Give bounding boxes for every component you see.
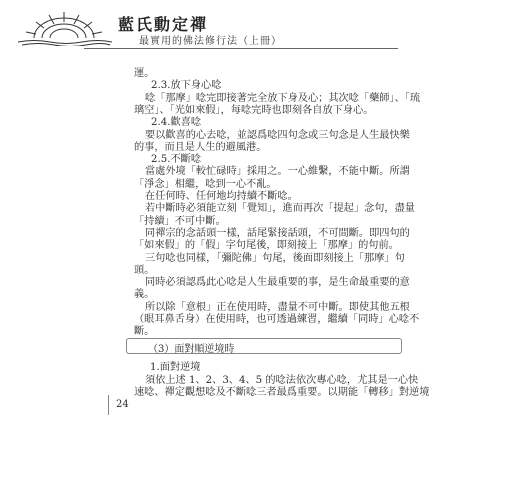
body-text-line: 的事，而且是人生的避風港。	[134, 141, 267, 153]
body-text-line: 義。	[134, 289, 155, 301]
header-divider	[84, 48, 398, 49]
body-text-line: 「淨念」相繼，唸到一心不亂。	[134, 178, 277, 190]
body-text-line: 璃空」、「光如來假」，每唸完時也即刻各自放下身心。	[134, 104, 374, 116]
body-text-line: 運。	[134, 68, 155, 79]
subsection-heading: 2.4.歡喜唸	[151, 117, 202, 129]
body-text-line: 要以歡喜的心去唸，並認爲唸四句念或三句念是人生最快樂	[145, 129, 410, 141]
body-text-line: 在任何時、任何地均持續不斷唸。	[145, 191, 298, 202]
footer-divider	[108, 395, 109, 415]
body-text-line: 頭。	[134, 264, 155, 276]
body-text-line: 三句唸也同樣，「彌陀佛」句尾，後面即刻接上「那摩」句	[145, 252, 405, 264]
body-text-line: 若中斷時必須能立刻「覺知」，進而再次「提起」念句，盡量	[145, 203, 415, 215]
section-heading: （3）面對順逆境時	[148, 344, 235, 356]
subsection-heading: 2.3.放下身心唸	[151, 80, 222, 92]
body-text-line: 同禪宗的念話頭一樣，話尾緊接話頭，不可間斷。即四句的	[145, 227, 410, 239]
body-text-line: 唸「那摩」唸完即接著完全放下身及心；其次唸「藥師」、「琉	[145, 92, 421, 104]
page-number: 24	[116, 398, 129, 410]
body-text-line: 「如來假」的「假」字句尾後，即刻接上「那摩」的句前。	[134, 240, 399, 252]
book-title: 藍氏動定禪	[118, 15, 209, 34]
subsection-heading: 1.面對逆境	[150, 362, 201, 374]
body-text-line: 所以除「意根」正在使用時，盡量不可中斷。即使其他五根	[145, 301, 410, 313]
section-heading-box	[126, 338, 402, 354]
body-text-line: 當處外境「較忙碌時」採用之。一心維繫，不能中斷。所謂	[145, 166, 410, 178]
body-text-line: 「持續」不可中斷。	[134, 215, 226, 227]
book-subtitle: 最實用的佛法修行法（上冊）	[139, 36, 282, 47]
body-text-line: 斷。	[134, 326, 155, 338]
page-header	[0, 0, 520, 60]
body-text-line: 同時必須認爲此心唸是人生最重要的事，是生命最重要的意	[145, 277, 410, 289]
rising-sun-logo-icon	[14, 8, 114, 46]
subsection-heading: 2.5.不斷唸	[151, 154, 202, 166]
body-text-line: 須依上述 1、2、3、4、5 的唸法依次專心唸，尤其是一心快	[145, 374, 419, 386]
body-text-line: （眼耳鼻舌身）在使用時，也可透過練習，繼續「同時」心唸不	[134, 314, 420, 325]
body-text-line: 速唸、禪定觀想唸及不斷唸三者最爲重要。以期能「轉移」對逆境	[134, 386, 430, 398]
